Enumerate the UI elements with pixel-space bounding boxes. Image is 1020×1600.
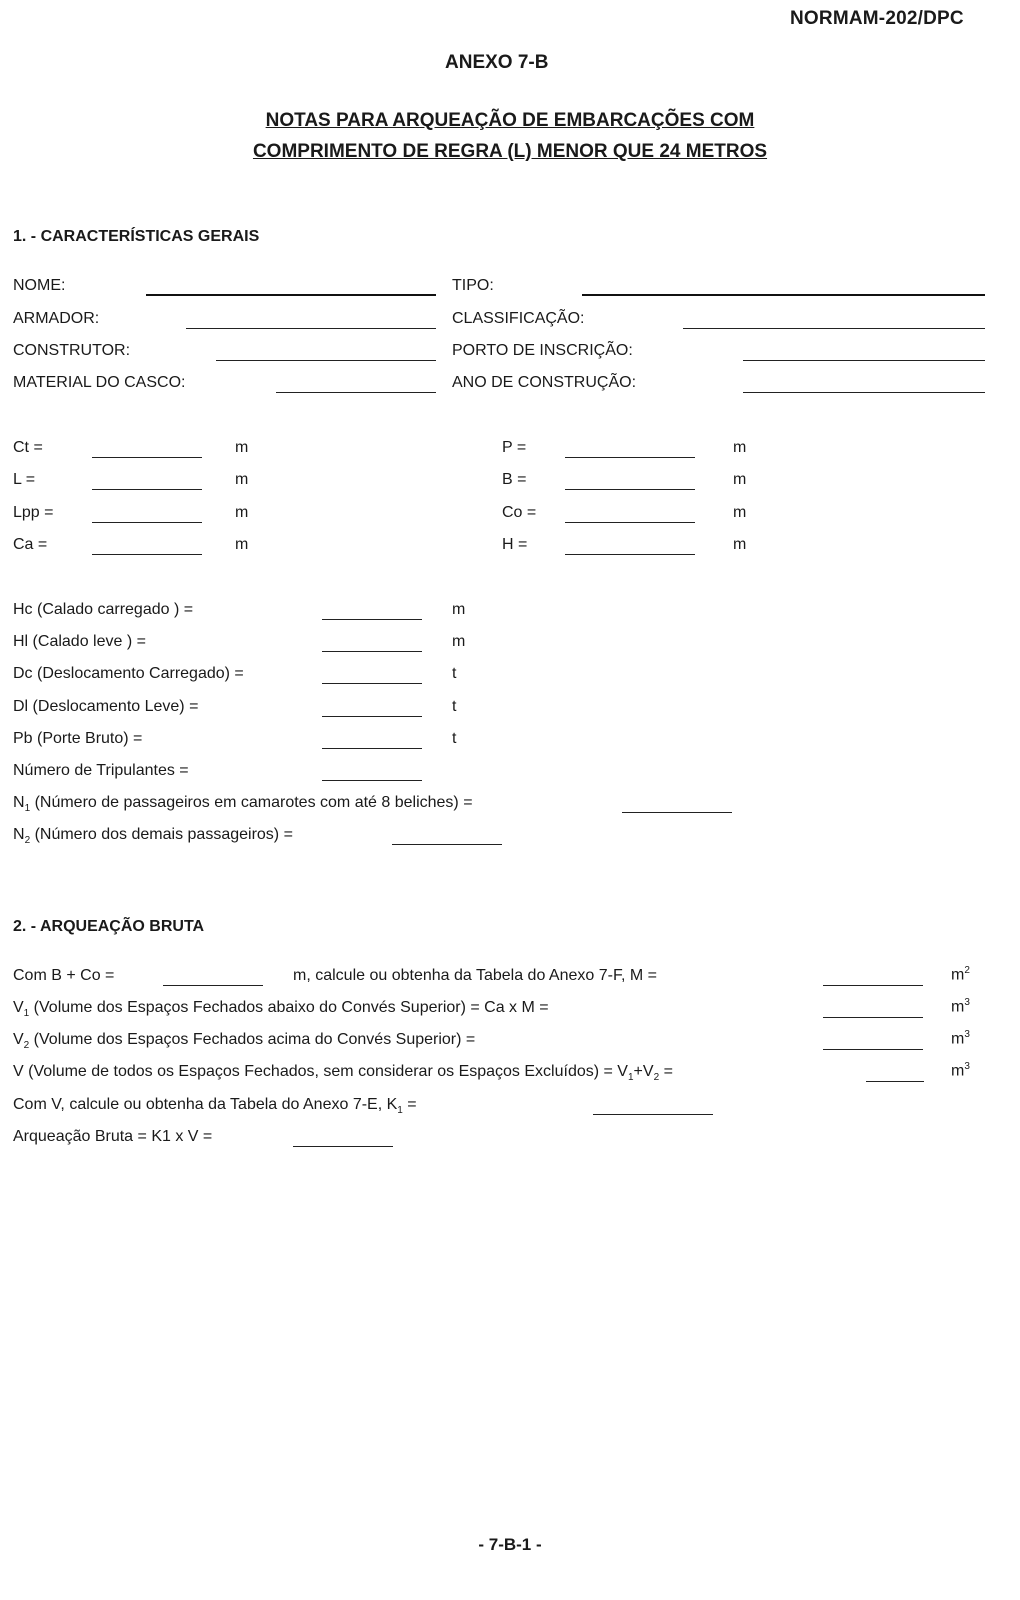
dim-unit-p: m xyxy=(733,439,747,456)
row3-label: $V_2$ (Volume dos Espaços Fechados acima do Convés Superior) = xyxy=(13,1031,476,1052)
dim-label-l: L = xyxy=(13,471,36,488)
row1-label: Com B + Co = xyxy=(13,967,115,984)
row4-unit: $m^3$ xyxy=(951,1061,970,1080)
page-number: - 7-B-1 - xyxy=(478,1535,542,1554)
title-line-2: COMPRIMENTO DE REGRA (L) MENOR QUE 24 METROS xyxy=(252,141,768,162)
dim-label-ct: Ct = xyxy=(13,439,43,456)
dim-line-ca[interactable] xyxy=(92,554,202,555)
section-1-heading: 1. - CARACTERÍSTICAS GERAIS xyxy=(13,228,260,245)
field-label-construtor: CONSTRUTOR: xyxy=(13,342,131,359)
row1-unit: $m^2$ xyxy=(951,965,970,984)
dim-line-b[interactable] xyxy=(565,489,695,490)
field-label-porto: PORTO DE INSCRIÇÃO: xyxy=(452,342,633,359)
draft-label-dl: Dl (Deslocamento Leve) = xyxy=(13,698,199,715)
dim-line-p[interactable] xyxy=(565,457,695,458)
field-line-classificacao[interactable] xyxy=(683,328,985,329)
field-line-construtor[interactable] xyxy=(216,360,436,361)
field-label-armador: ARMADOR: xyxy=(13,310,100,327)
dim-label-b: B = xyxy=(502,471,527,488)
dim-unit-l: m xyxy=(235,471,249,488)
draft-unit-hc: m xyxy=(452,601,466,618)
row1-line-bco[interactable] xyxy=(163,985,263,986)
title-line-1: NOTAS PARA ARQUEAÇÃO DE EMBARCAÇÕES COM xyxy=(265,110,755,131)
section-2-heading: 2. - ARQUEAÇÃO BRUTA xyxy=(13,918,205,935)
dim-line-lpp[interactable] xyxy=(92,522,202,523)
draft-line-hl[interactable] xyxy=(322,651,422,652)
dim-line-co[interactable] xyxy=(565,522,695,523)
field-label-classificacao: CLASSIFICAÇÃO: xyxy=(452,310,585,327)
dim-unit-lpp: m xyxy=(235,504,249,521)
row5-label: Com V, calcule ou obtenha da Tabela do Anexo 7-E, $K_1$ = xyxy=(13,1096,417,1117)
dim-label-co: Co = xyxy=(502,504,537,521)
row3-line[interactable] xyxy=(823,1049,923,1050)
draft-unit-hl: m xyxy=(452,633,466,650)
draft-unit-pb: t xyxy=(452,730,457,747)
dim-label-ca: Ca = xyxy=(13,536,48,553)
row2-line[interactable] xyxy=(823,1017,923,1018)
field-label-tipo: TIPO: xyxy=(452,277,494,294)
document-code: NORMAM-202/DPC xyxy=(790,8,964,29)
draft-label-tripulantes: Número de Tripulantes = xyxy=(13,762,189,779)
field-line-ano[interactable] xyxy=(743,392,985,393)
dim-line-l[interactable] xyxy=(92,489,202,490)
draft-label-hc: Hc (Calado carregado ) = xyxy=(13,601,194,618)
field-label-nome: NOME: xyxy=(13,277,66,294)
row5-line[interactable] xyxy=(593,1114,713,1115)
field-line-tipo[interactable] xyxy=(582,294,985,296)
row2-label: $V_1$ (Volume dos Espaços Fechados abaixo do Convés Superior) = Ca x M = xyxy=(13,999,549,1020)
draft-label-hl: Hl (Calado leve ) = xyxy=(13,633,146,650)
draft-line-dl[interactable] xyxy=(322,716,422,717)
field-label-material: MATERIAL DO CASCO: xyxy=(13,374,186,391)
n2-label: $N_2$ (Número dos demais passageiros) = xyxy=(13,826,293,847)
row1-text: m, calcule ou obtenha da Tabela do Anexo 7-F, M = xyxy=(293,967,657,984)
dim-line-ct[interactable] xyxy=(92,457,202,458)
draft-label-dc: Dc (Deslocamento Carregado) = xyxy=(13,665,244,682)
draft-line-tripulantes[interactable] xyxy=(322,780,422,781)
draft-line-dc[interactable] xyxy=(322,683,422,684)
field-line-material[interactable] xyxy=(276,392,436,393)
draft-line-hc[interactable] xyxy=(322,619,422,620)
dim-label-p: P = xyxy=(502,439,527,456)
dim-label-h: H = xyxy=(502,536,528,553)
dim-line-h[interactable] xyxy=(565,554,695,555)
n1-label: $N_1$ (Número de passageiros em camarotes com até 8 beliches) = xyxy=(13,794,473,815)
dim-unit-b: m xyxy=(733,471,747,488)
row6-line[interactable] xyxy=(293,1146,393,1147)
row2-unit: $m^3$ xyxy=(951,997,970,1016)
n1-line[interactable] xyxy=(622,812,732,813)
row3-unit: $m^3$ xyxy=(951,1029,970,1048)
field-line-armador[interactable] xyxy=(186,328,436,329)
draft-unit-dc: t xyxy=(452,665,457,682)
field-line-porto[interactable] xyxy=(743,360,985,361)
dim-unit-ct: m xyxy=(235,439,249,456)
dim-unit-co: m xyxy=(733,504,747,521)
draft-label-pb: Pb (Porte Bruto) = xyxy=(13,730,143,747)
annex-label: ANEXO 7-B xyxy=(445,52,549,73)
n2-line[interactable] xyxy=(392,844,502,845)
field-label-ano: ANO DE CONSTRUÇÃO: xyxy=(452,374,637,391)
row1-line-m[interactable] xyxy=(823,985,923,986)
draft-unit-dl: t xyxy=(452,698,457,715)
dim-unit-ca: m xyxy=(235,536,249,553)
row4-label: V (Volume de todos os Espaços Fechados, sem considerar os Espaços Excluídos) = $V_1+V_2$ = xyxy=(13,1063,673,1084)
row4-line[interactable] xyxy=(866,1081,924,1082)
draft-line-pb[interactable] xyxy=(322,748,422,749)
row6-label: Arqueação Bruta = K1 x V = xyxy=(13,1128,213,1145)
dim-label-lpp: Lpp = xyxy=(13,504,54,521)
field-line-nome[interactable] xyxy=(146,294,436,296)
dim-unit-h: m xyxy=(733,536,747,553)
